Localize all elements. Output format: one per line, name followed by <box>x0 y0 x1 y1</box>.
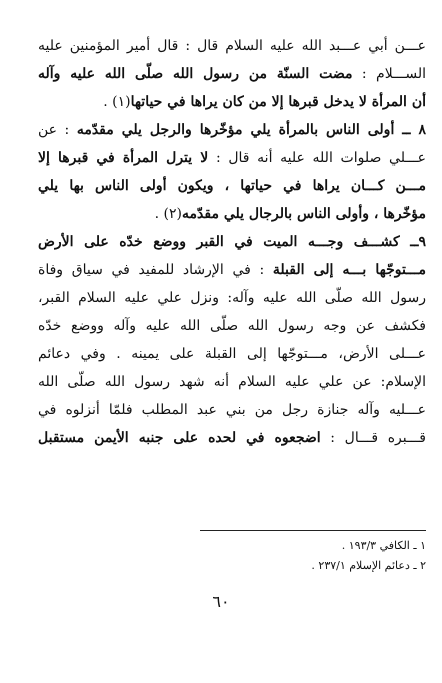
text-run: : عن <box>38 122 77 138</box>
bold-text-run: اضجعوه في لحده على جنبه الأيمن مستقبل <box>38 430 321 446</box>
bold-text-run: لا يترل المرأة في قبرها إلا <box>38 150 209 166</box>
bold-text-run: ٩ــ كشـــف وجـــه الميت في القبر ووضع خدّه على الأرض <box>38 234 426 250</box>
bold-text-run: ٨ ــ أولى الناس بالمرأة يلي مؤخّرها والرجل يلي مقدّمه <box>76 122 426 138</box>
footnote-divider <box>200 530 426 531</box>
bold-text-run: مـــن كـــان يراها في حياتها ، ويكون أولى الناس بها يلي <box>38 178 426 194</box>
text-run: عـــن أبي عـــبد الله عليه السلام قال : قال أمير المؤمنين عليه <box>38 38 426 54</box>
body-text <box>38 32 426 452</box>
text-run: عـــلى الأرض، مـــتوجّها إلى القبلة على يمينه . وفي دعائم <box>38 346 426 362</box>
footnote-2: ٢ ـ دعائم الإسلام ٢٣٧/١ . <box>311 559 426 572</box>
footnotes <box>38 536 426 576</box>
bold-text-run: مضت السنّة من رسول الله صلّى الله عليه وآله <box>38 66 353 82</box>
text-run: قـــبره قـــال : <box>320 430 426 446</box>
text-run: رسول الله صلّى الله عليه وآله: ونزل علي عليه السلام القبر، <box>38 290 426 306</box>
text-line <box>38 60 426 88</box>
text-line <box>38 396 426 424</box>
text-run: عـــلي صلوات الله عليه أنه قال : <box>208 150 426 166</box>
bold-text-run: أن المرأة لا يدخل قبرها إلا من كان يراها في حياتها <box>130 94 426 110</box>
text-line <box>38 88 426 116</box>
text-run: : في الإرشاد للمفيد في سياق وفاة <box>38 262 273 278</box>
text-run: فكشف عن وجه رسول الله صلّى الله عليه وآله ووضع خدّه <box>38 318 426 334</box>
text-line <box>38 32 426 60</box>
text-run: (٢) . <box>154 206 183 222</box>
text-run: (١) . <box>103 94 131 110</box>
text-line <box>38 172 426 200</box>
text-run: عـــليه وآله جنازة رجل من بني عبد المطلب فلمّا أنزلوه في <box>38 402 426 418</box>
text-line <box>38 256 426 284</box>
text-line <box>38 200 426 228</box>
text-run: الإسلام: عن علي عليه السلام أنه شهد رسول الله صلّى الله <box>38 374 426 390</box>
footnote-1: ١ ـ الكافي ١٩٣/٣ . <box>341 539 426 552</box>
text-line <box>38 312 426 340</box>
text-line <box>38 424 426 452</box>
text-line <box>38 284 426 312</box>
bold-text-run: مـــتوجّها بـــه إلى القبلة <box>272 262 426 278</box>
text-line <box>38 368 426 396</box>
text-line <box>38 144 426 172</box>
bold-text-run: مؤخّرها ، وأولى الناس بالرجال يلي مقدّمه <box>182 206 426 222</box>
page-number: ٦٠ <box>212 592 230 611</box>
text-line <box>38 228 426 256</box>
text-line <box>38 340 426 368</box>
text-run: الســـلام : <box>352 66 426 82</box>
text-line <box>38 116 426 144</box>
